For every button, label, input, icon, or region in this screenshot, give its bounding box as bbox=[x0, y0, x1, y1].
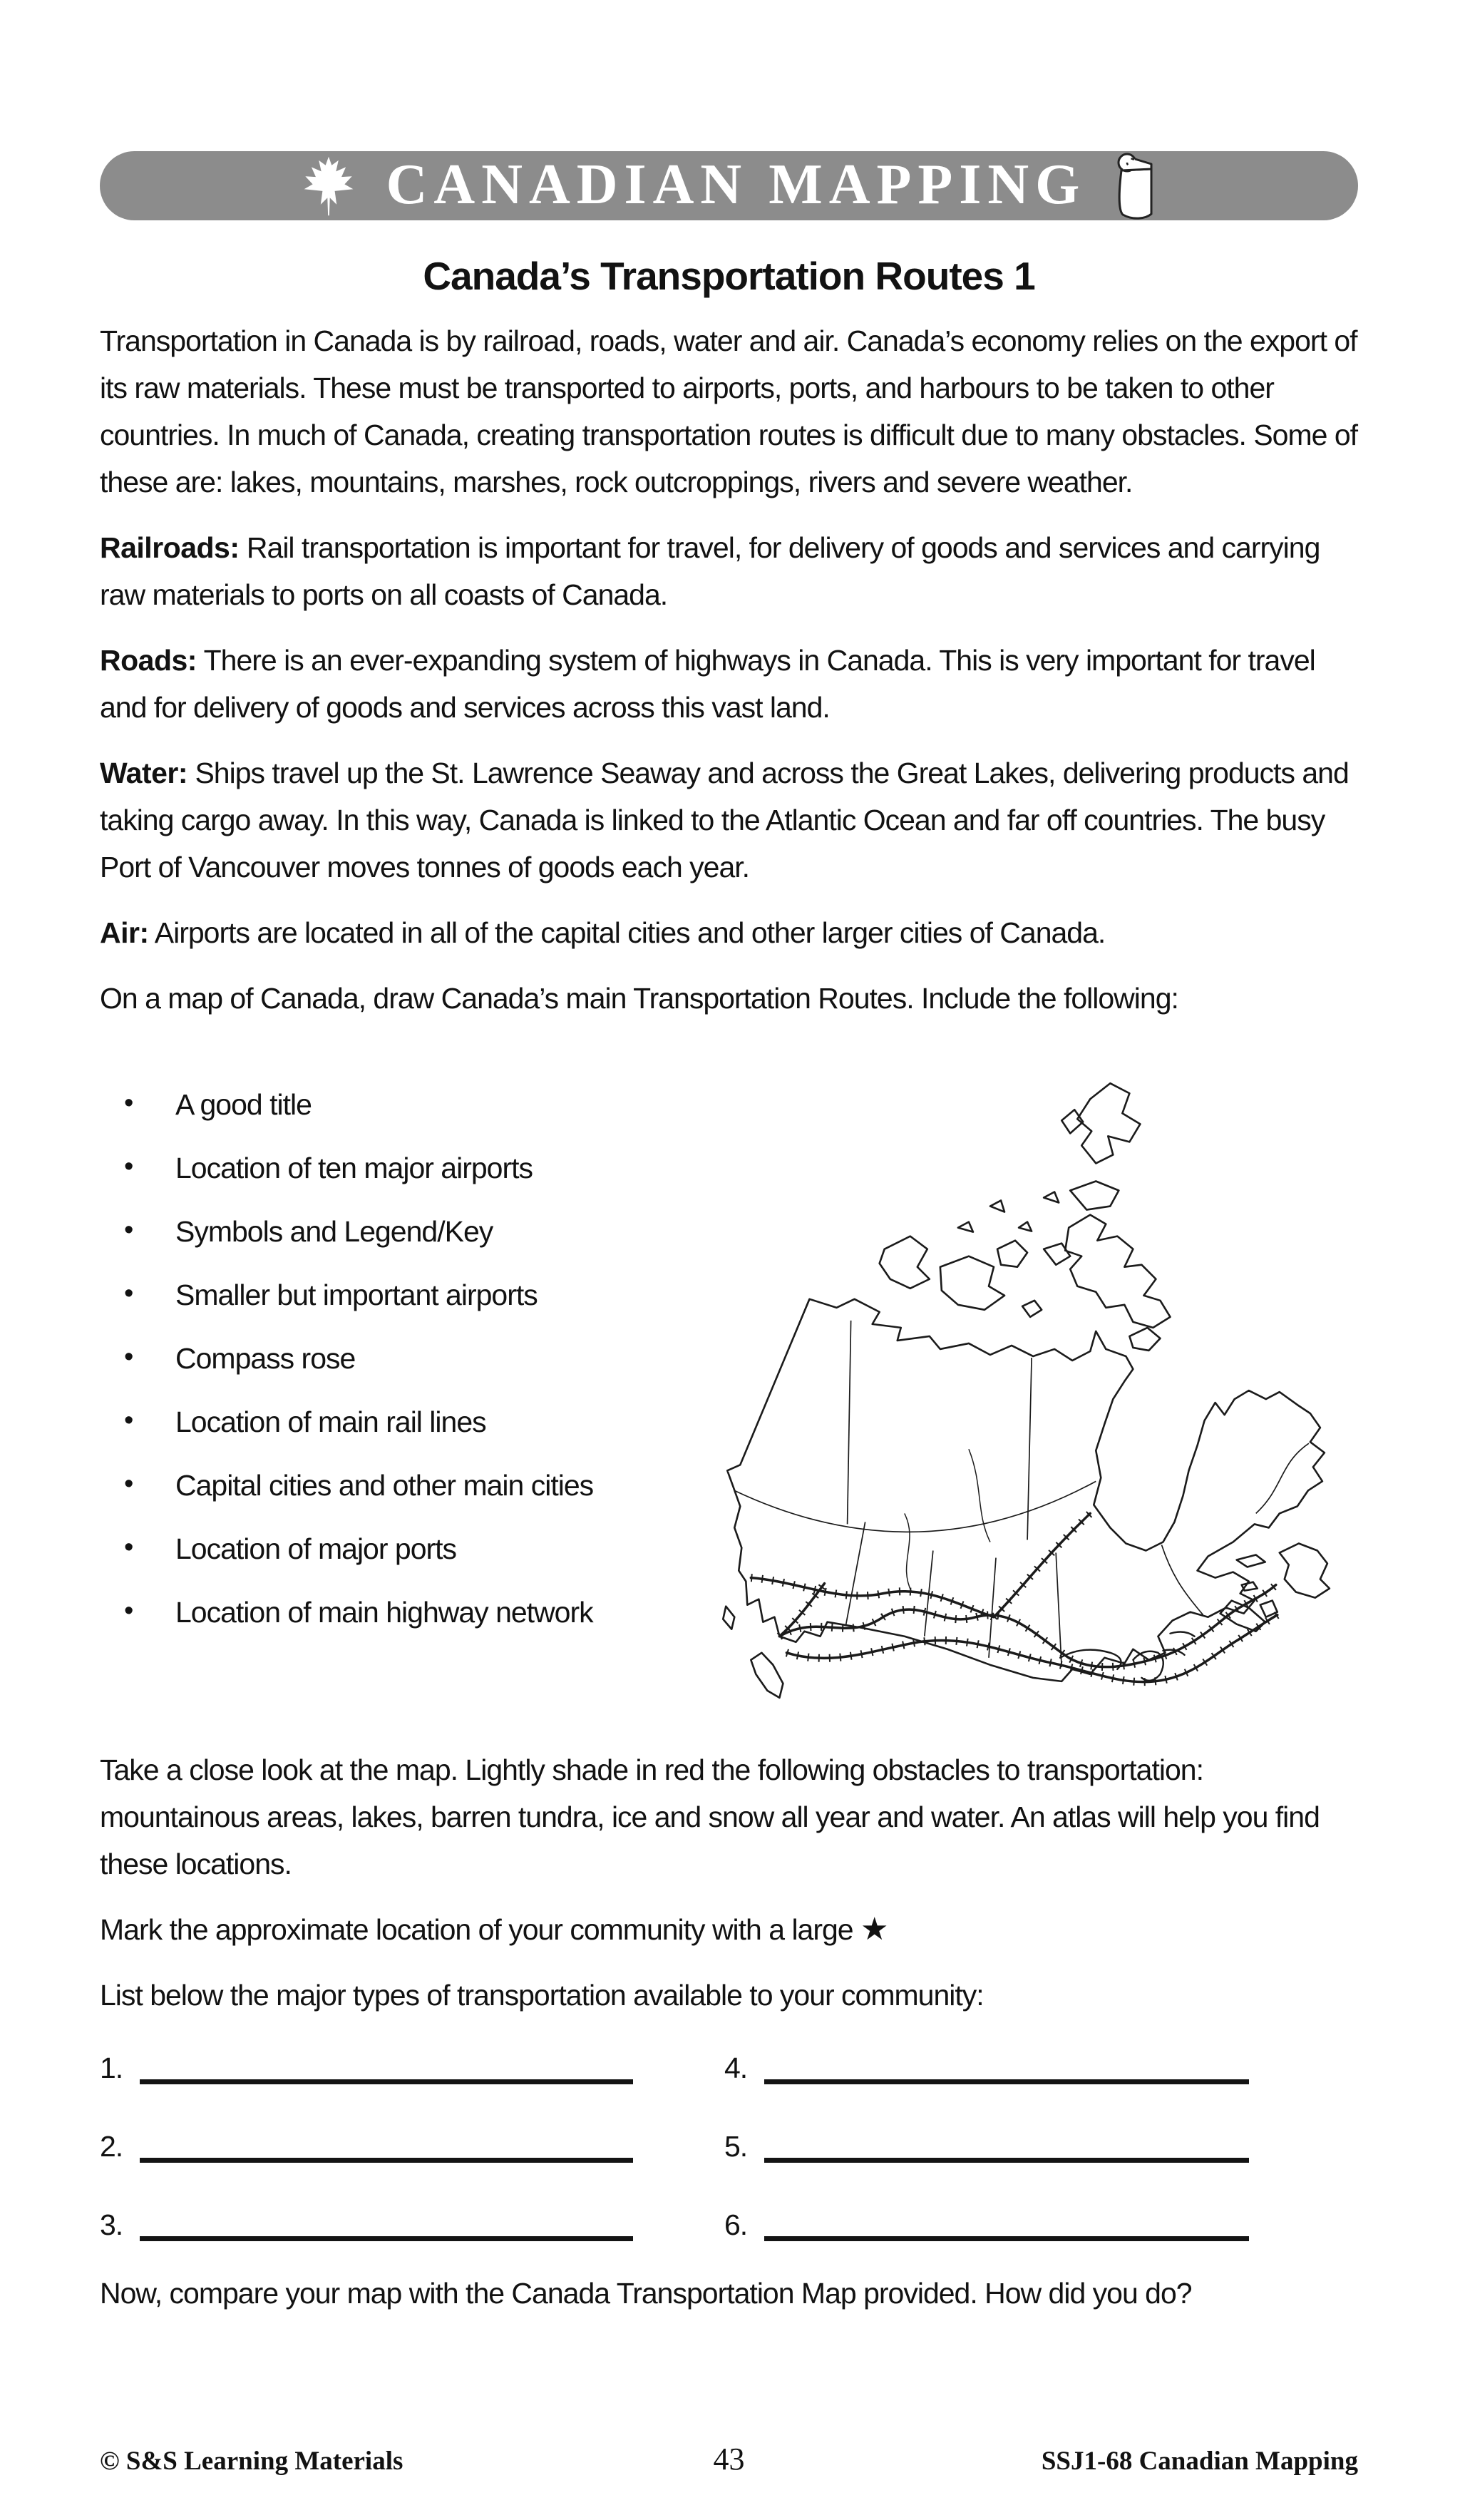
intro-paragraph: Transportation in Canada is by railroad, roads, water and air. Canada’s economy relies on the export of its raw materials. These must be transported to airports, ports, and harbours to be taken to other countries. In much of Canada, creating transportation routes is difficult due to many obstacles. Some of these are: lakes, mountains, marshes, rock outcroppings, rivers and severe weather. bbox=[100, 324, 1358, 498]
blank-number: 1. bbox=[100, 2052, 123, 2084]
answer-blank-6[interactable] bbox=[764, 2208, 1249, 2241]
blank-row-4 bbox=[724, 2052, 1249, 2084]
footer-copyright: © S&S Learning Materials bbox=[100, 2447, 403, 2476]
section-air-text: Airports are located in all of the capital cities and other larger cities of Canada. bbox=[154, 916, 1106, 949]
blank-row-5 bbox=[724, 2130, 1249, 2163]
blank-number: 3. bbox=[100, 2208, 123, 2241]
bullet-icon: • bbox=[124, 1152, 133, 1182]
section-railroads-text: Rail transportation is important for travel, for delivery of goods and services and carrying raw materials to ports on all coasts of Canada. bbox=[100, 531, 1320, 611]
answer-blank-5[interactable] bbox=[764, 2130, 1249, 2163]
blank-number: 4. bbox=[724, 2052, 748, 2084]
answer-blank-3[interactable] bbox=[140, 2208, 633, 2241]
section-railroads bbox=[100, 524, 1358, 618]
section-air bbox=[100, 909, 1358, 956]
blank-number: 6. bbox=[724, 2208, 748, 2241]
checklist-item: • Symbols and Legend/Key bbox=[100, 1214, 633, 1249]
map-instruction: On a map of Canada, draw Canada’s main Transportation Routes. Include the following: bbox=[100, 982, 1178, 1015]
shading-instruction: Take a close look at the map. Lightly shade in red the following obstacles to transportation: mountainous areas, lakes, barren tundra, ice and snow all year and water. An atlas will help you find these locations. bbox=[100, 1753, 1320, 1880]
checklist-item: • Location of main highway network bbox=[100, 1595, 633, 1630]
closing-line: Now, compare your map with the Canada Transportation Map provided. How did you do? bbox=[100, 2277, 1192, 2310]
bullet-icon: • bbox=[124, 1088, 133, 1118]
blank-row-2 bbox=[100, 2130, 633, 2163]
map-checklist bbox=[100, 1028, 633, 1721]
answer-blank-2[interactable] bbox=[140, 2130, 633, 2163]
checklist-item: • Compass rose bbox=[100, 1341, 633, 1376]
footer-page-number: 43 bbox=[713, 2442, 745, 2477]
checklist-item: • A good title bbox=[100, 1087, 633, 1122]
blank-row-3 bbox=[100, 2208, 633, 2241]
list-instruction: List below the major types of transportation available to your community: bbox=[100, 1979, 984, 2012]
bullet-icon: • bbox=[124, 1532, 133, 1562]
answer-blank-1[interactable] bbox=[140, 2052, 633, 2084]
footer-product-code: SSJ1-68 Canadian Mapping bbox=[1041, 2447, 1358, 2476]
page-footer bbox=[100, 2441, 1358, 2477]
blank-row-1 bbox=[100, 2052, 633, 2084]
answer-blank-4[interactable] bbox=[764, 2052, 1249, 2084]
transportation-blanks bbox=[100, 2052, 1249, 2241]
banner-title: CANADIAN MAPPING bbox=[386, 153, 1086, 216]
section-railroads-label: Railroads: bbox=[100, 531, 240, 564]
blank-number: 2. bbox=[100, 2130, 123, 2163]
section-roads-label: Roads: bbox=[100, 644, 197, 677]
blank-row-6 bbox=[724, 2208, 1249, 2241]
scroll-icon bbox=[1113, 152, 1160, 220]
section-water bbox=[100, 749, 1358, 891]
star-icon: ★ bbox=[860, 1912, 888, 1947]
checklist-and-map bbox=[100, 1028, 1358, 1721]
checklist-item: • Location of major ports bbox=[100, 1532, 633, 1567]
bullet-icon: • bbox=[124, 1469, 133, 1499]
section-roads-text: There is an ever-expanding system of highways in Canada. This is very important for travel and for delivery of goods and services across this vast land. bbox=[100, 644, 1315, 724]
checklist-item: • Location of ten major airports bbox=[100, 1151, 633, 1186]
bullet-icon: • bbox=[124, 1405, 133, 1435]
maple-leaf-icon bbox=[298, 155, 359, 217]
blank-number: 5. bbox=[724, 2130, 748, 2163]
section-water-label: Water: bbox=[100, 757, 188, 789]
bullet-icon: • bbox=[124, 1279, 133, 1308]
section-water-text: Ships travel up the St. Lawrence Seaway and across the Great Lakes, delivering products and taking cargo away. In this way, Canada is linked to the Atlantic Ocean and far off countries. The busy Port of Vancouver moves tonnes of goods each year. bbox=[100, 757, 1349, 883]
section-roads bbox=[100, 637, 1358, 731]
bullet-icon: • bbox=[124, 1342, 133, 1372]
page-title: Canada’s Transportation Routes 1 bbox=[423, 254, 1035, 298]
checklist-item: • Location of main rail lines bbox=[100, 1405, 633, 1440]
bullet-icon: • bbox=[124, 1596, 133, 1626]
canada-map bbox=[633, 1013, 1358, 1721]
bullet-icon: • bbox=[124, 1215, 133, 1245]
header-banner bbox=[100, 151, 1358, 220]
mark-instruction: Mark the approximate location of your community with a large ★ bbox=[100, 1912, 888, 1947]
section-air-label: Air: bbox=[100, 916, 149, 949]
checklist-item: • Capital cities and other main cities bbox=[100, 1468, 633, 1503]
checklist-item: • Smaller but important airports bbox=[100, 1278, 633, 1313]
